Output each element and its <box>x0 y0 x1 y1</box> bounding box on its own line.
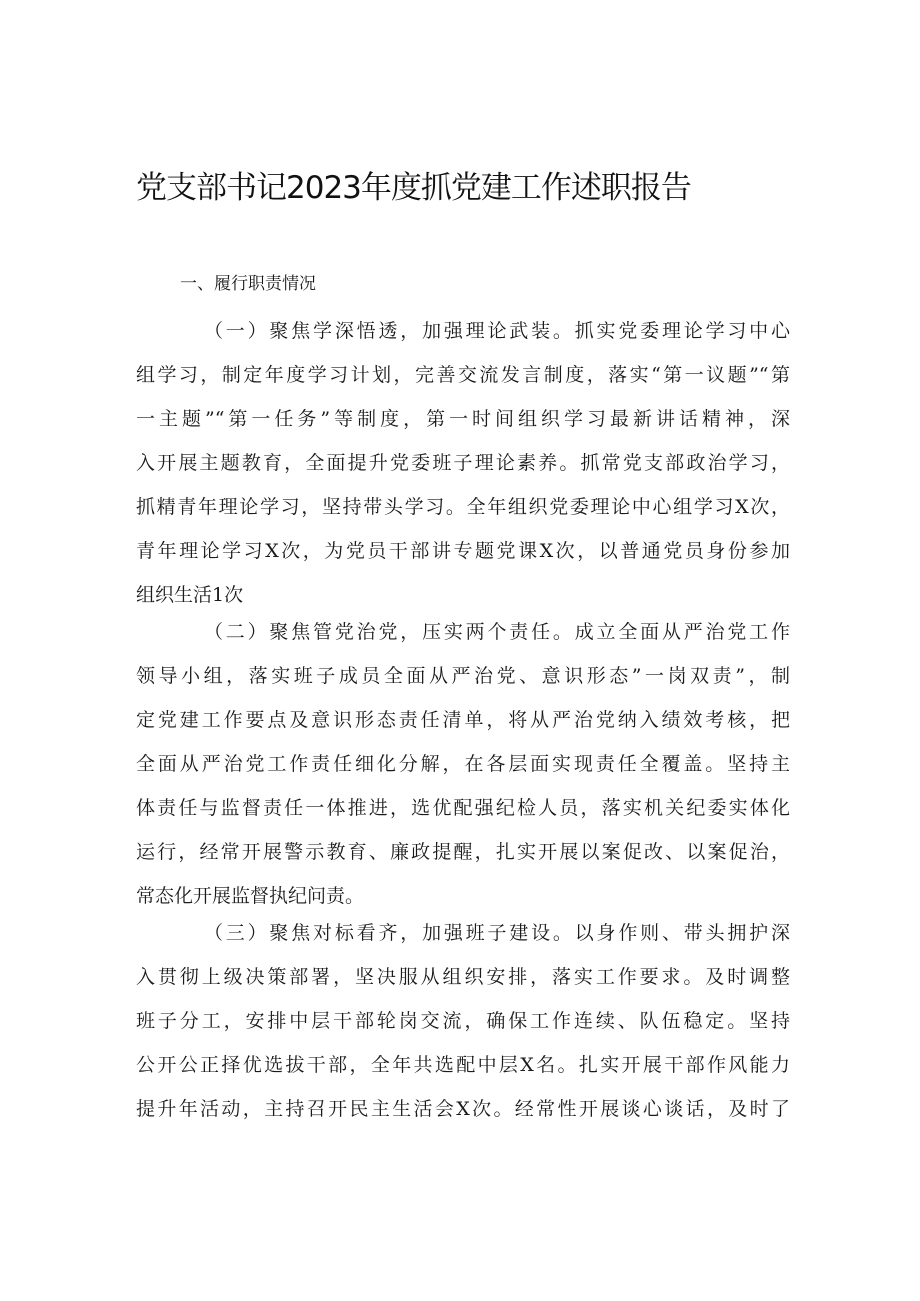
paragraph-line: 入开展主题教育，全面提升党委班子理论素养。抓常党支部政治学习， <box>136 452 790 474</box>
section-heading: 一、履行职责情况 <box>180 274 316 294</box>
paragraph-theory-study <box>136 309 790 617</box>
paragraph-line: 领导小组，落实班子成员全面从严治党、意识形态”一岗双责”，制 <box>136 665 790 687</box>
paragraph-line: （一）聚焦学深悟透，加强理论武装。抓实党委理论学习中心 <box>204 320 790 342</box>
paragraph-line: 班子分工，安排中层干部轮岗交流，确保工作连续、队伍稳定。坚持 <box>136 1010 790 1032</box>
paragraph-line: 定党建工作要点及意识形态责任清单，将从严治党纳入绩效考核，把 <box>136 709 790 731</box>
paragraph-line: 公开公正择优选拔干部，全年共选配中层X名。扎实开展干部作风能力 <box>136 1054 790 1076</box>
paragraph-line: 常态化开展监督执纪问责。 <box>136 885 365 907</box>
paragraph-line: 入贯彻上级决策部署，坚决服从组织安排，落实工作要求。及时调整 <box>136 966 790 988</box>
paragraph-line: 提升年活动，主持召开民主生活会X次。经常性开展谈心谈话，及时了 <box>136 1098 790 1120</box>
paragraph-line: （三）聚焦对标看齐，加强班子建设。以身作则、带头拥护深 <box>204 922 790 944</box>
paragraph-party-governance <box>136 610 790 918</box>
paragraph-line: 青年理论学习X次，为党员干部讲专题党课X次，以普通党员身份参加 <box>136 540 790 562</box>
paragraph-line: 一主题”“第一任务”等制度，第一时间组织学习最新讲话精神，深 <box>136 408 790 430</box>
paragraph-line: 全面从严治党工作责任细化分解，在各层面实现责任全覆盖。坚持主 <box>136 753 790 775</box>
paragraph-team-building <box>136 911 790 1131</box>
paragraph-line: 组织生活1次 <box>136 584 244 606</box>
paragraph-line: 组学习，制定年度学习计划，完善交流发言制度，落实“第一议题”“第 <box>136 364 790 386</box>
paragraph-line: 抓精青年理论学习，坚持带头学习。全年组织党委理论中心组学习X次， <box>136 496 790 518</box>
paragraph-line: 运行，经常开展警示教育、廉政提醒，扎实开展以案促改、以案促治， <box>136 841 790 863</box>
document-title: 党支部书记2023年度抓党建工作述职报告 <box>136 170 691 206</box>
paragraph-line: 体责任与监督责任一体推进，选优配强纪检人员，落实机关纪委实体化 <box>136 797 790 819</box>
paragraph-line: （二）聚焦管党治党，压实两个责任。成立全面从严治党工作 <box>204 621 790 643</box>
